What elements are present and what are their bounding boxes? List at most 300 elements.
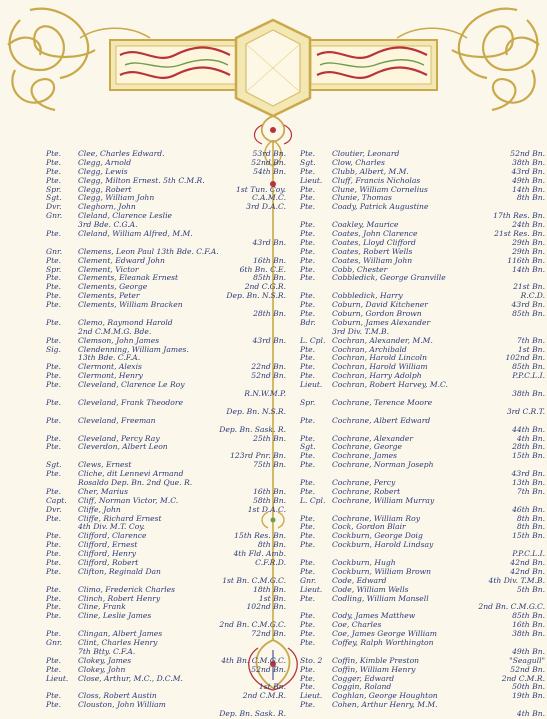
entry-name: Cline, Frank	[78, 602, 126, 612]
entry-rank: Pte.	[300, 682, 316, 692]
entry-name: Cody, James Matthew	[332, 611, 416, 621]
entry-rank: Lieut.	[300, 691, 323, 701]
entry-unit: 43rd Bn.	[511, 166, 545, 176]
entry-unit: 8th Bn.	[257, 540, 286, 550]
entry-rank: Pte.	[300, 149, 316, 158]
entry-name: Clunie, Thomas	[332, 193, 392, 203]
entry-name: Climo, Frederick Charles	[78, 584, 176, 594]
entry-name: Coburn, David Kitchener	[332, 300, 428, 310]
entry-name: Coffin, William Henry	[332, 664, 416, 674]
entry-name: Cochrane, Albert Edward	[332, 415, 431, 425]
entry-name: Cochran, Alexander, M.M.	[332, 335, 433, 345]
entry-unit: 28th Bn.	[512, 442, 545, 452]
entry-unit: 52nd Bn.	[251, 371, 286, 381]
right-scroll-band-icon	[305, 40, 437, 90]
entry-name: Cobbledick, Harry	[332, 291, 403, 301]
entry-unit: 5th Bn.	[516, 584, 545, 594]
entry-rank: Dvr.	[46, 202, 62, 212]
entry-unit: 72nd Bn.	[251, 629, 286, 639]
roll-entry	[46, 230, 286, 239]
entry-name: Clegg, Arnold	[78, 157, 132, 167]
entry-unit: 17th Res. Bn.	[493, 211, 545, 221]
entry-name: Cochrane, James	[332, 451, 398, 461]
entry-unit: 18th Bn.	[253, 584, 286, 594]
entry-rank: Pte.	[300, 291, 316, 301]
entry-name: Cobbledick, George Granville	[332, 273, 446, 283]
roll-entry	[46, 692, 286, 701]
entry-unit: 24th Bn.	[512, 220, 545, 230]
entry-unit: 58th Bn.	[253, 495, 286, 505]
entry-rank: Pte.	[46, 229, 62, 239]
entry-name: Cleveland, Percy Ray	[78, 433, 160, 443]
entry-rank: Pte.	[300, 522, 316, 532]
entry-name: 4th Div. M.T. Coy.	[78, 522, 145, 532]
entry-rank: Pte.	[300, 237, 316, 247]
entry-unit: 8th Bn.	[516, 193, 545, 203]
entry-name: Clow, Charles	[332, 157, 385, 167]
entry-rank: Pte.	[46, 513, 62, 523]
entry-rank: Pte.	[46, 317, 62, 327]
entry-unit: 1st Bn.	[258, 593, 286, 603]
entry-unit: 25th Bn.	[253, 433, 286, 443]
entry-name: Cochrane, Norman Joseph	[332, 460, 434, 470]
entry-unit: 38th Bn.	[512, 157, 545, 167]
entry-unit: 16th Bn.	[253, 255, 286, 265]
entry-name: Cochran, Harold Lincoln	[332, 353, 427, 363]
entry-name: Cock, Gordon Blair	[332, 522, 406, 532]
entry-name: Clemson, John James	[78, 335, 160, 345]
entry-rank: Pte.	[46, 602, 62, 612]
entry-rank: Pte.	[300, 593, 316, 603]
entry-name: Coates, William John	[332, 255, 413, 265]
entry-unit: C.F.R.D.	[255, 557, 286, 567]
entry-name: Clint, Charles Henry	[78, 637, 158, 647]
entry-rank: Pte.	[300, 309, 316, 319]
entry-name: Clement, Edward John	[78, 255, 165, 265]
entry-rank: Lieut.	[300, 175, 323, 185]
entry-name: Clee, Charles Edward.	[78, 149, 165, 158]
entry-name: Cochran, Harold William	[332, 362, 428, 372]
entry-rank: L. Cpl.	[300, 335, 326, 345]
entry-rank: Pte.	[46, 540, 62, 550]
entry-name: Close, Arthur, M.C., D.C.M.	[78, 673, 183, 683]
entry-unit: 46th Bn.	[512, 504, 545, 514]
entry-name: Clifton, Reginald Dan	[78, 566, 161, 576]
entry-unit: 15th Bn.	[512, 451, 545, 461]
entry-unit: 52nd Bn.	[251, 664, 286, 674]
entry-name: Cogger, Edward	[332, 673, 395, 683]
entry-rank: Pte.	[300, 344, 316, 354]
right-celtic-knot-icon	[452, 9, 539, 110]
entry-name: 2nd C.M.M.G. Bde.	[78, 326, 152, 336]
entry-name: Cloutier, Leonard	[332, 149, 400, 158]
entry-name: Cline, Leslie James	[78, 611, 152, 621]
entry-unit: 16th Bn.	[253, 486, 286, 496]
entry-rank: Pte.	[46, 362, 62, 372]
entry-name: Clermont, Alexis	[78, 362, 142, 372]
entry-unit: 49th Bn.	[512, 646, 545, 656]
entry-unit: 4th Bn.	[516, 709, 545, 719]
entry-rank: Pte.	[300, 513, 316, 523]
entry-name: Clegg, Milton Ernest. 5th C.M.R.	[78, 175, 205, 185]
entry-name: Clendenning, William James.	[78, 344, 189, 354]
entry-name: Clifford, Ernest	[78, 540, 138, 550]
entry-name: Cleveland, Frank Theodore	[78, 397, 183, 407]
entry-rank: Pte.	[300, 451, 316, 461]
entry-unit: "Seagull"	[509, 655, 545, 665]
entry-unit: 15th Bn.	[512, 531, 545, 541]
entry-rank: Pte.	[300, 477, 316, 487]
entry-unit: 21st Bn.	[513, 282, 545, 292]
entry-rank: Capt.	[46, 495, 67, 505]
entry-name: Clinch, Robert Henry	[78, 593, 161, 603]
entry-name: Clifford, Henry	[78, 549, 136, 559]
entry-rank: Pte.	[300, 229, 316, 239]
entry-name: Coffin, Kimble Preston	[332, 655, 420, 665]
entry-name: Cher, Marius	[78, 486, 128, 496]
entry-name: Cleland, Clarence Leslie	[78, 211, 172, 221]
entry-rank: L. Cpl.	[300, 495, 326, 505]
entry-name: Cleland, William Alfred, M.M.	[78, 229, 193, 239]
entry-unit: 13th Bn.	[512, 477, 545, 487]
roll-entry	[300, 381, 545, 390]
entry-rank: Pte.	[46, 415, 62, 425]
entry-name: Cockburn, Hugh	[332, 557, 396, 567]
entry-name: Clingan, Albert James	[78, 629, 163, 639]
roll-entry	[46, 701, 286, 710]
entry-rank: Pte.	[46, 175, 62, 185]
entry-unit: 3rd C.R.T.	[506, 406, 545, 416]
entry-unit: 4th Bn.	[516, 433, 545, 443]
entry-unit: C.A.M.C.	[252, 193, 286, 203]
entry-rank: Pte.	[46, 300, 62, 310]
entry-name: Clement, Victor	[78, 264, 139, 274]
entry-unit: 14th Bn.	[512, 184, 545, 194]
entry-rank: Pte.	[300, 371, 316, 381]
entry-unit: 44th Bn.	[512, 424, 545, 434]
entry-name: Clokey, John	[78, 664, 126, 674]
entry-name: Cliche, dit Lennevi Armand	[78, 469, 184, 479]
entry-name: Cochrane, Percy	[332, 477, 396, 487]
entry-unit: 52nd Bn.	[510, 149, 545, 158]
entry-unit: 54th Bn.	[253, 166, 286, 176]
right-name-column	[300, 150, 545, 719]
entry-name: Cockburn, Harold Lindsay	[332, 540, 434, 550]
entry-rank: Spr.	[300, 397, 316, 407]
entry-unit: 4th Fld. Amb.	[233, 549, 286, 559]
entry-unit: 102nd Bn.	[505, 353, 545, 363]
entry-name: Coakley, Maurice	[332, 220, 399, 230]
entry-unit: 7th Bn.	[516, 335, 545, 345]
entry-unit: 42nd Bn.	[510, 557, 545, 567]
entry-rank: Pte.	[46, 584, 62, 594]
entry-unit: 43rd Bn.	[511, 300, 545, 310]
entry-rank: Pte.	[300, 353, 316, 363]
entry-unit: 6th Bn. C.E.	[239, 264, 286, 274]
entry-name: Clokey, James	[78, 655, 132, 665]
entry-unit: 15th Res. Bn.	[234, 531, 286, 541]
entry-name: Cohen, Arthur Henry, M.M.	[332, 700, 438, 710]
entry-rank: Lieut.	[46, 673, 69, 683]
entry-name: Coffey, Ralph Worthington	[332, 637, 434, 647]
entry-rank: Pte.	[300, 273, 316, 283]
entry-name: Cochran, Archibald	[332, 344, 407, 354]
entry-unit: 16th Bn.	[512, 620, 545, 630]
entry-rank: Sgt.	[300, 442, 316, 452]
entry-unit: 1st Bn.	[517, 344, 545, 354]
roll-entry	[300, 461, 545, 470]
entry-name: Clews, Ernest	[78, 460, 132, 470]
entry-rank: Pte.	[46, 273, 62, 283]
entry-rank: Pte.	[300, 486, 316, 496]
entry-rank: Pte.	[46, 255, 62, 265]
entry-unit: 2nd Bn. C.M.G.C.	[219, 620, 286, 630]
entry-rank: Pte.	[46, 557, 62, 567]
entry-rank: Pte.	[46, 611, 62, 621]
center-medallion-icon	[236, 20, 310, 116]
entry-rank: Pte.	[46, 531, 62, 541]
entry-name: Codling, William Mansell	[332, 593, 429, 603]
roll-entry	[300, 692, 545, 701]
left-scroll-band-icon	[110, 40, 242, 90]
entry-name: Cochrane, Alexander	[332, 433, 413, 443]
entry-rank: Pte.	[46, 157, 62, 167]
entry-name: Closs, Robert Austin	[78, 691, 157, 701]
roll-entry	[300, 639, 545, 648]
entry-unit: 38th Bn.	[512, 389, 545, 399]
entry-rank: Pte.	[46, 629, 62, 639]
entry-rank: Pte.	[300, 637, 316, 647]
entry-name: 3rd Bde. C.G.A.	[78, 220, 138, 230]
entry-unit: 21st Res. Bn.	[494, 229, 545, 239]
entry-rank: Pte.	[46, 549, 62, 559]
entry-unit: Dep. Bn. Sask. R.	[219, 424, 286, 434]
entry-name: Coady, Patrick Augustine	[332, 202, 429, 212]
entry-unit: 43rd Bn.	[252, 335, 286, 345]
entry-unit: 43rd Bn.	[511, 469, 545, 479]
entry-unit: 52nd Bn.	[251, 157, 286, 167]
entry-unit: 22nd Bn.	[251, 362, 286, 372]
entry-rank: Pte.	[300, 433, 316, 443]
entry-name: Cochrane, Robert	[332, 486, 401, 496]
entry-name: Coates, Lloyd Clifford	[332, 237, 416, 247]
entry-unit: R.C.D.	[520, 291, 545, 301]
entry-name: Cliffe, John	[78, 504, 121, 514]
roll-entry	[300, 710, 545, 719]
entry-name: Clements, William Bracken	[78, 300, 183, 310]
entry-rank: Pte.	[46, 593, 62, 603]
ornamental-header	[0, 0, 547, 150]
entry-unit: P.P.C.L.I.	[512, 371, 545, 381]
entry-rank: Pte.	[300, 166, 316, 176]
entry-name: Coates, John Clarence	[332, 229, 418, 239]
entry-name: Cochrane, Terence Moore	[332, 397, 433, 407]
entry-rank: Pte.	[300, 246, 316, 256]
entry-unit: 43rd Bn.	[252, 237, 286, 247]
entry-rank: Pte.	[300, 220, 316, 230]
entry-unit: 19th Bn.	[512, 691, 545, 701]
entry-rank: Pte.	[300, 362, 316, 372]
entry-name: Cleveland, Clarence Le Roy	[78, 380, 185, 390]
entry-name: 7th Btty. C.F.A.	[78, 646, 136, 656]
entry-unit: 7th Bn.	[516, 486, 545, 496]
entry-rank: Bdr.	[300, 317, 316, 327]
entry-unit: 2nd C.M.R.	[242, 691, 286, 701]
entry-unit: P.P.C.L.I.	[512, 549, 545, 559]
entry-rank: Pte.	[300, 415, 316, 425]
entry-rank: Sgt.	[46, 460, 62, 470]
entry-name: Cochrane, William Roy	[332, 513, 421, 523]
roll-entry	[300, 417, 545, 426]
entry-rank: Sgt.	[46, 193, 62, 203]
roll-entry	[46, 675, 286, 684]
entry-name: Cockburn, George Doig	[332, 531, 423, 541]
entry-unit: 1st D.A.C.	[247, 504, 286, 514]
entry-rank: Pte.	[46, 486, 62, 496]
entry-name: Coburn, Gordon Brown	[332, 309, 422, 319]
entry-name: Rosaldo Dep. Bn. 2nd Que. R.	[78, 477, 193, 487]
entry-rank: Gnr.	[46, 246, 63, 256]
entry-unit: 53rd Bn.	[252, 149, 286, 158]
entry-unit: 1st Bn. C.M.G.C.	[222, 575, 286, 585]
entry-unit: 4th Div. T.M.B.	[488, 575, 545, 585]
entry-unit: 1st Tun. Coy.	[236, 184, 286, 194]
entry-unit: Dep. Bn. N.S.R.	[226, 291, 286, 301]
entry-rank: Pte.	[300, 460, 316, 470]
entry-name: Code, Edward	[332, 575, 387, 585]
entry-unit: 8th Bn.	[516, 522, 545, 532]
entry-rank: Lieut.	[300, 380, 323, 390]
entry-rank: Pte.	[46, 566, 62, 576]
entry-unit: 75th Bn.	[253, 460, 286, 470]
entry-rank: Pte.	[300, 540, 316, 550]
entry-name: Cleverdon, Albert Leon	[78, 442, 168, 452]
entry-unit: 102nd Bn.	[246, 602, 286, 612]
entry-unit: 85th Bn.	[512, 611, 545, 621]
entry-rank: Pte.	[46, 655, 62, 665]
entry-unit: 2nd Bn. C.M.G.C.	[478, 602, 545, 612]
entry-unit: 42nd Bn.	[510, 566, 545, 576]
entry-rank: Spr.	[46, 184, 62, 194]
entry-name: Cleghorn, John	[78, 202, 136, 212]
entry-name: 13th Bde. C.F.A.	[78, 353, 141, 363]
entry-rank: Pte.	[300, 566, 316, 576]
entry-rank: Lieut.	[300, 584, 323, 594]
entry-name: Clemens, Leon Paul 13th Bde. C.F.A.	[78, 246, 219, 256]
roll-entry	[46, 710, 286, 719]
entry-unit: 2nd C.M.R.	[501, 673, 545, 683]
entry-unit: 8th Bn.	[516, 513, 545, 523]
entry-name: Coburn, James Alexander	[332, 317, 431, 327]
entry-unit: 3rd D.A.C.	[246, 202, 286, 212]
entry-unit: 52nd Bn.	[510, 664, 545, 674]
entry-rank: Gnr.	[46, 637, 63, 647]
entry-rank: Pte.	[46, 397, 62, 407]
entry-rank: Pte.	[46, 664, 62, 674]
entry-unit: 2nd C.G.R.	[244, 282, 286, 292]
entry-unit: 29th Bn.	[512, 237, 545, 247]
entry-name: Coe, James George William	[332, 629, 437, 639]
entry-unit: 49th Bn.	[512, 175, 545, 185]
left-celtic-knot-icon	[8, 9, 95, 110]
entry-name: Clifford, Robert	[78, 557, 139, 567]
roll-entry	[46, 301, 286, 310]
entry-rank: Pte.	[300, 193, 316, 203]
entry-unit: 116th Bn.	[507, 255, 545, 265]
entry-unit: 29th Bn.	[512, 246, 545, 256]
entry-rank: Pte.	[46, 442, 62, 452]
entry-name: Coggin, Roland	[332, 682, 392, 692]
entry-rank: Pte.	[46, 469, 62, 479]
left-name-column	[46, 150, 286, 719]
entry-rank: Sig.	[46, 344, 61, 354]
entry-rank: Pte.	[300, 664, 316, 674]
entry-name: Cliff, Norman Victor, M.C.	[78, 495, 179, 505]
entry-rank: Sgt.	[300, 157, 316, 167]
entry-unit: 38th Bn.	[512, 629, 545, 639]
entry-name: Coe, Charles	[332, 620, 382, 630]
entry-name: Clegg, Robert	[78, 184, 132, 194]
entry-rank: Pte.	[300, 700, 316, 710]
entry-rank: Pte.	[46, 433, 62, 443]
entry-name: Clements, Peter	[78, 291, 140, 301]
entry-name: Clegg, William John	[78, 193, 155, 203]
entry-name: Clubb, Albert, M.M.	[332, 166, 409, 176]
entry-rank: Pte.	[300, 264, 316, 274]
entry-rank: Pte.	[300, 300, 316, 310]
entry-rank: Pte.	[300, 611, 316, 621]
entry-unit: 28th Bn.	[253, 309, 286, 319]
roll-entry	[300, 701, 545, 710]
entry-unit: 85th Bn.	[512, 362, 545, 372]
entry-name: Clermont, Henry	[78, 371, 143, 381]
entry-name: Clune, William Cornelius	[332, 184, 428, 194]
entry-name: Coghlan, George Houghton	[332, 691, 438, 701]
entry-name: Cochran, Robert Harvey, M.C.	[332, 380, 448, 390]
entry-rank: Pte.	[300, 184, 316, 194]
entry-rank: Pte.	[300, 531, 316, 541]
entry-name: Cleveland, Freeman	[78, 415, 156, 425]
entry-rank: Spr.	[46, 264, 62, 274]
entry-unit: 1st Bn.	[258, 682, 286, 692]
roll-entry	[300, 497, 545, 506]
entry-rank: Dvr.	[46, 504, 62, 514]
entry-rank: Pte.	[46, 335, 62, 345]
entry-rank: Pte.	[46, 380, 62, 390]
entry-rank: Pte.	[300, 202, 316, 212]
entry-rank: Pte.	[46, 282, 62, 292]
entry-name: Coates, Robert Wells	[332, 246, 413, 256]
entry-name: Clegg, Lewis	[78, 166, 128, 176]
entry-rank: Sto. 2	[300, 655, 323, 665]
entry-name: Code, William Wells	[332, 584, 409, 594]
entry-unit: R.N.W.M.P.	[244, 389, 286, 399]
entry-rank: Pte.	[300, 557, 316, 567]
entry-rank: Pte.	[300, 673, 316, 683]
entry-name: Cobb, Chester	[332, 264, 388, 274]
entry-rank: Pte.	[46, 371, 62, 381]
entry-unit: 4th Bn. C.M.G.C.	[221, 655, 286, 665]
entry-rank: Pte.	[46, 700, 62, 710]
entry-rank: Pte.	[300, 255, 316, 265]
entry-rank: Pte.	[46, 291, 62, 301]
entry-name: Cochrane, George	[332, 442, 403, 452]
roll-entry	[300, 541, 545, 550]
entry-rank: Gnr.	[46, 211, 63, 221]
entry-unit: Dep. Bn. Sask. R.	[219, 709, 286, 719]
entry-unit: 50th Bn.	[512, 682, 545, 692]
entry-name: Cochrane, William Murray	[332, 495, 435, 505]
